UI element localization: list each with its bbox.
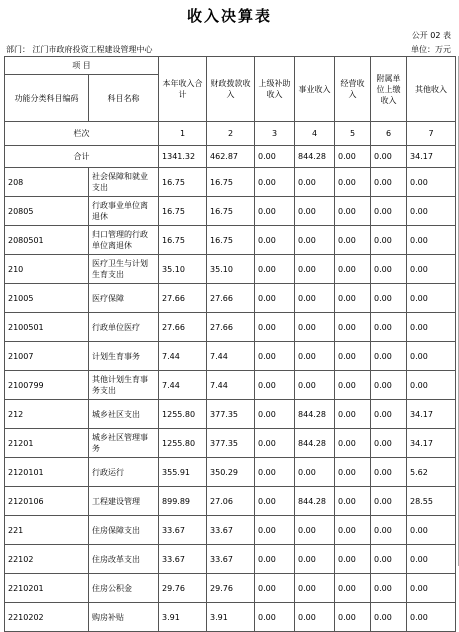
amount-cell: 34.17 <box>407 400 456 429</box>
amount-cell: 0.00 <box>295 574 335 603</box>
function-code-cell: 2080501 <box>5 226 89 255</box>
amount-cell: 0.00 <box>407 603 456 632</box>
amount-cell: 0.00 <box>371 516 407 545</box>
amount-cell: 0.00 <box>407 516 456 545</box>
table-row <box>5 603 456 632</box>
total-label: 合计 <box>5 146 159 168</box>
amount-cell: 0.00 <box>335 342 371 371</box>
subject-name-cell: 城乡社区管理事务 <box>89 429 159 458</box>
total-cell: 34.17 <box>407 146 456 168</box>
amount-cell: 16.75 <box>207 168 255 197</box>
table-row <box>5 487 456 516</box>
amount-cell: 0.00 <box>295 313 335 342</box>
subject-name-cell: 医疗保障 <box>89 284 159 313</box>
table-row <box>5 574 456 603</box>
table-row <box>5 284 456 313</box>
amount-cell: 0.00 <box>335 458 371 487</box>
amount-cell: 0.00 <box>371 255 407 284</box>
header-other-income: 其他收入 <box>407 57 456 122</box>
amount-cell: 0.00 <box>371 400 407 429</box>
amount-cell: 3.91 <box>207 603 255 632</box>
amount-cell: 0.00 <box>371 603 407 632</box>
amount-cell: 7.44 <box>159 371 207 400</box>
table-row <box>5 545 456 574</box>
total-cell: 462.87 <box>207 146 255 168</box>
amount-cell: 0.00 <box>255 574 295 603</box>
amount-cell: 0.00 <box>407 197 456 226</box>
header-subject-name: 科目名称 <box>89 75 159 122</box>
header-item: 项 目 <box>5 57 159 75</box>
amount-cell: 377.35 <box>207 400 255 429</box>
amount-cell: 0.00 <box>295 516 335 545</box>
function-code-cell: 2120101 <box>5 458 89 487</box>
total-cell: 844.28 <box>295 146 335 168</box>
table-row <box>5 342 456 371</box>
amount-cell: 0.00 <box>335 400 371 429</box>
table-row <box>5 313 456 342</box>
function-code-cell: 22102 <box>5 545 89 574</box>
total-cell: 0.00 <box>335 146 371 168</box>
total-cell: 0.00 <box>371 146 407 168</box>
header-row-order: 栏次 <box>5 122 159 146</box>
amount-cell: 0.00 <box>335 168 371 197</box>
amount-cell: 16.75 <box>207 197 255 226</box>
amount-cell: 0.00 <box>335 197 371 226</box>
amount-cell: 0.00 <box>255 487 295 516</box>
header-function-code: 功能分类科目编码 <box>5 75 89 122</box>
amount-cell: 0.00 <box>255 603 295 632</box>
amount-cell: 0.00 <box>335 545 371 574</box>
total-cell: 0.00 <box>255 146 295 168</box>
subject-name-cell: 归口管理的行政单位离退休 <box>89 226 159 255</box>
amount-cell: 0.00 <box>407 545 456 574</box>
amount-cell: 0.00 <box>407 255 456 284</box>
amount-cell: 0.00 <box>255 429 295 458</box>
function-code-cell: 21007 <box>5 342 89 371</box>
amount-cell: 0.00 <box>371 429 407 458</box>
col-number: 3 <box>255 122 295 146</box>
table-row <box>5 429 456 458</box>
col-number: 2 <box>207 122 255 146</box>
amount-cell: 0.00 <box>255 342 295 371</box>
amount-cell: 7.44 <box>207 371 255 400</box>
amount-cell: 0.00 <box>335 255 371 284</box>
function-code-cell: 2100501 <box>5 313 89 342</box>
form-number: 公开 02 表 <box>411 31 451 40</box>
table-row <box>5 197 456 226</box>
header-operating-income: 经营收入 <box>335 57 371 122</box>
function-code-cell: 208 <box>5 168 89 197</box>
total-row <box>5 146 456 168</box>
amount-cell: 0.00 <box>371 168 407 197</box>
amount-cell: 0.00 <box>371 284 407 313</box>
header-affiliate-income: 附属单位上缴收入 <box>371 57 407 122</box>
amount-cell: 0.00 <box>255 284 295 313</box>
amount-cell: 0.00 <box>407 313 456 342</box>
amount-cell: 0.00 <box>371 313 407 342</box>
subject-name-cell: 社会保障和就业支出 <box>89 168 159 197</box>
subject-name-cell: 工程建设管理 <box>89 487 159 516</box>
amount-cell: 0.00 <box>335 516 371 545</box>
amount-cell: 33.67 <box>207 545 255 574</box>
function-code-cell: 20805 <box>5 197 89 226</box>
amount-cell: 844.28 <box>295 429 335 458</box>
amount-cell: 0.00 <box>407 284 456 313</box>
amount-cell: 35.10 <box>207 255 255 284</box>
amount-cell: 0.00 <box>407 342 456 371</box>
amount-cell: 0.00 <box>335 487 371 516</box>
amount-cell: 34.17 <box>407 429 456 458</box>
amount-cell: 0.00 <box>255 197 295 226</box>
amount-cell: 16.75 <box>159 197 207 226</box>
amount-cell: 35.10 <box>159 255 207 284</box>
amount-cell: 27.66 <box>207 313 255 342</box>
amount-cell: 0.00 <box>371 371 407 400</box>
amount-cell: 29.76 <box>159 574 207 603</box>
amount-cell: 33.67 <box>159 516 207 545</box>
amount-cell: 27.66 <box>159 284 207 313</box>
amount-cell: 0.00 <box>335 574 371 603</box>
table-row <box>5 516 456 545</box>
table-row <box>5 168 456 197</box>
function-code-cell: 212 <box>5 400 89 429</box>
amount-cell: 27.66 <box>159 313 207 342</box>
subject-name-cell: 计划生育事务 <box>89 342 159 371</box>
amount-cell: 0.00 <box>295 545 335 574</box>
income-table <box>4 56 456 632</box>
amount-cell: 0.00 <box>255 371 295 400</box>
amount-cell: 844.28 <box>295 487 335 516</box>
subject-name-cell: 住房公积金 <box>89 574 159 603</box>
amount-cell: 0.00 <box>407 168 456 197</box>
amount-cell: 0.00 <box>335 371 371 400</box>
report-title: 收入决算表 <box>186 7 272 25</box>
unit-label: 单位：万元 <box>411 45 451 54</box>
col-number: 5 <box>335 122 371 146</box>
header-total-income: 本年收入合计 <box>159 57 207 122</box>
col-number: 1 <box>159 122 207 146</box>
amount-cell: 0.00 <box>335 226 371 255</box>
amount-cell: 16.75 <box>159 226 207 255</box>
amount-cell: 0.00 <box>255 255 295 284</box>
amount-cell: 0.00 <box>371 545 407 574</box>
department-label: 部门： 江门市政府投资工程建设管理中心 <box>6 45 153 54</box>
function-code-cell: 2100799 <box>5 371 89 400</box>
amount-cell: 0.00 <box>295 197 335 226</box>
amount-cell: 0.00 <box>255 516 295 545</box>
amount-cell: 1255.80 <box>159 400 207 429</box>
amount-cell: 28.55 <box>407 487 456 516</box>
subject-name-cell: 行政运行 <box>89 458 159 487</box>
amount-cell: 844.28 <box>295 400 335 429</box>
subject-name-cell: 住房保障支出 <box>89 516 159 545</box>
amount-cell: 16.75 <box>159 168 207 197</box>
amount-cell: 0.00 <box>295 603 335 632</box>
total-cell: 1341.32 <box>159 146 207 168</box>
amount-cell: 5.62 <box>407 458 456 487</box>
amount-cell: 0.00 <box>295 371 335 400</box>
amount-cell: 0.00 <box>295 255 335 284</box>
table-row <box>5 255 456 284</box>
amount-cell: 377.35 <box>207 429 255 458</box>
amount-cell: 0.00 <box>335 603 371 632</box>
table-row <box>5 371 456 400</box>
function-code-cell: 2120106 <box>5 487 89 516</box>
amount-cell: 0.00 <box>255 168 295 197</box>
amount-cell: 1255.80 <box>159 429 207 458</box>
function-code-cell: 210 <box>5 255 89 284</box>
col-number: 6 <box>371 122 407 146</box>
amount-cell: 0.00 <box>295 342 335 371</box>
function-code-cell: 2210201 <box>5 574 89 603</box>
amount-cell: 899.89 <box>159 487 207 516</box>
amount-cell: 33.67 <box>159 545 207 574</box>
header-superior-subsidy: 上级补助收入 <box>255 57 295 122</box>
table-row <box>5 400 456 429</box>
col-number: 7 <box>407 122 456 146</box>
amount-cell: 350.29 <box>207 458 255 487</box>
col-number: 4 <box>295 122 335 146</box>
amount-cell: 27.66 <box>207 284 255 313</box>
subject-name-cell: 医疗卫生与计划生育支出 <box>89 255 159 284</box>
amount-cell: 33.67 <box>207 516 255 545</box>
amount-cell: 27.06 <box>207 487 255 516</box>
amount-cell: 0.00 <box>255 545 295 574</box>
amount-cell: 16.75 <box>207 226 255 255</box>
amount-cell: 0.00 <box>371 487 407 516</box>
amount-cell: 7.44 <box>207 342 255 371</box>
amount-cell: 0.00 <box>335 429 371 458</box>
table-row <box>5 226 456 255</box>
amount-cell: 0.00 <box>255 313 295 342</box>
amount-cell: 0.00 <box>255 226 295 255</box>
amount-cell: 355.91 <box>159 458 207 487</box>
amount-cell: 0.00 <box>295 226 335 255</box>
amount-cell: 7.44 <box>159 342 207 371</box>
amount-cell: 0.00 <box>295 284 335 313</box>
amount-cell: 0.00 <box>255 400 295 429</box>
function-code-cell: 2210202 <box>5 603 89 632</box>
amount-cell: 0.00 <box>407 371 456 400</box>
amount-cell: 0.00 <box>371 458 407 487</box>
amount-cell: 0.00 <box>335 284 371 313</box>
header-fiscal-income: 财政拨款收入 <box>207 57 255 122</box>
amount-cell: 0.00 <box>407 226 456 255</box>
amount-cell: 0.00 <box>295 458 335 487</box>
amount-cell: 0.00 <box>295 168 335 197</box>
subject-name-cell: 行政事业单位离退休 <box>89 197 159 226</box>
function-code-cell: 21005 <box>5 284 89 313</box>
amount-cell: 29.76 <box>207 574 255 603</box>
subject-name-cell: 购房补贴 <box>89 603 159 632</box>
amount-cell: 0.00 <box>371 197 407 226</box>
header-business-income: 事业收入 <box>295 57 335 122</box>
table-row <box>5 458 456 487</box>
amount-cell: 3.91 <box>159 603 207 632</box>
subject-name-cell: 城乡社区支出 <box>89 400 159 429</box>
subject-name-cell: 其他计划生育事务支出 <box>89 371 159 400</box>
amount-cell: 0.00 <box>371 226 407 255</box>
amount-cell: 0.00 <box>371 574 407 603</box>
subject-name-cell: 住房改革支出 <box>89 545 159 574</box>
amount-cell: 0.00 <box>255 458 295 487</box>
function-code-cell: 221 <box>5 516 89 545</box>
function-code-cell: 21201 <box>5 429 89 458</box>
amount-cell: 0.00 <box>407 574 456 603</box>
subject-name-cell: 行政单位医疗 <box>89 313 159 342</box>
amount-cell: 0.00 <box>371 342 407 371</box>
amount-cell: 0.00 <box>335 313 371 342</box>
